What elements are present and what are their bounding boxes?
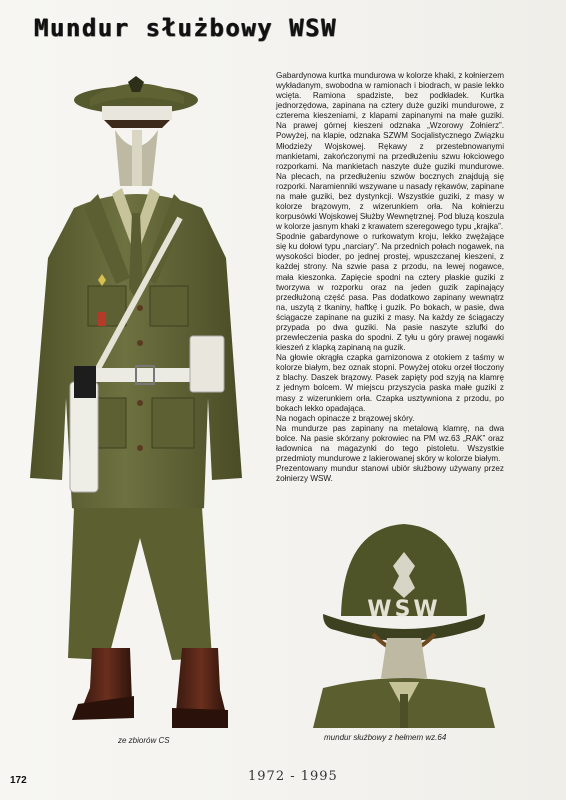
paragraph: Na nogach opinacze z brązowej skóry. bbox=[276, 413, 415, 423]
paragraph: Gabardynowa kurtka mundurowa w kolorze khaki, z kołnierzem wykładanym, swobodna w ramionach i biodrach, w pasie lekko wcięta. Ramiona spadziste, bez podkładek. Kurtka jednorzędowa, zapinana na cztery duże guziki mundurowe, z czterema kieszeniami, z klapami zapinanymi na małe guziki. Na prawej górnej kieszeni odznaka „Wzorowy Żołnierz”. Powyżej, na klapie, odznaka SZWM Socjalistycznego Związku Młodzieży Wojskowej. Rękawy z przestebnowanymi mankietami, zakończonymi na przedłużeniu szwu łokciowego rozporkami. Na mankietach naszyte duże guziki mundurowe. Na plecach, na przedłużeniu szwów bocznych znajdują się rozporki. Naramienniki wszywane u nasady rękawów, zapinane na małe guziki, bez dystynkcji. Wszystkie guziki, z masy w kolorze brązowym, z wizerunkiem orła. Na kołnierzu korpusówki Wojskowej Służby Wewnętrznej. Pod bluzą koszula w kolorze jasnym khaki z krawatem szeregowego typu „krajka”. bbox=[276, 71, 504, 232]
uniform-photo bbox=[12, 68, 272, 733]
helmet-photo bbox=[303, 518, 505, 728]
photo-credit-caption: ze zbiorów CS bbox=[118, 736, 170, 745]
year-range: 1972 - 1995 bbox=[248, 769, 338, 784]
paragraph: Spodnie gabardynowe o rurkowatym kroju, lekko zwężające się ku dołowi typu „narciary”. Na przednich połach nogawek, na wysokości bioder, po jednej prostej, wpuszczanej kieszeni, z każdej strony. Na szwie pasa z przodu, na lewej nogawce, mała kieszonka. Zapięcie spodni na cztery płaskie guziki z tworzywa w rozporku oraz na jeden guzik zapinający przedłużoną część pasa. Pas dodatkowo zapinany wewnątrz na, uszytą z tkaniny, haftkę i guzik. Po bokach, w pasie, dwa ściągacze zapinane na guziki z masy. Na każdy ze ściągaczy przypada po dwa guziki. Na pasie naszyte szlufki do przewleczenia paska do spodni. Z tyłu u góry prawej nogawki kieszeń z klapką zapinaną na guzik. bbox=[276, 232, 504, 353]
paragraph: Na głowie okrągła czapka garnizonowa z otokiem z taśmy w kolorze białym, bez oznak stopni. Powyżej otoku orzeł tłoczony z blachy. Daszek brązowy. Pasek zapięty pod szyją na klamrę z jednym bolcem. W miejscu przyszycia paska małe guziki z masy z wizerunkiem orła. Czapka usztywniona z przodu, po bokach lekko opadająca. bbox=[276, 353, 504, 413]
helmet-text: WSW bbox=[367, 597, 441, 622]
page-title: Mundur służbowy WSW bbox=[34, 14, 338, 42]
article-text bbox=[276, 71, 504, 484]
paragraph: Prezentowany mundur stanowi ubiór służbowy używany przez żołnierzy WSW. bbox=[276, 464, 504, 484]
helmet-caption: mundur służbowy z hełmem wz.64 bbox=[324, 733, 447, 742]
page-number: 172 bbox=[10, 775, 27, 786]
paragraph: Na mundurze pas zapinany na metalową klamrę, na dwa bolce. Na pasie skórzany pokrowiec na PM wz.63 „RAK” oraz ładownica na magazynki do tego pistoletu. Wszystkie przedmioty mundurowe z lakierowanej skóry w kolorze białym. bbox=[276, 423, 504, 463]
